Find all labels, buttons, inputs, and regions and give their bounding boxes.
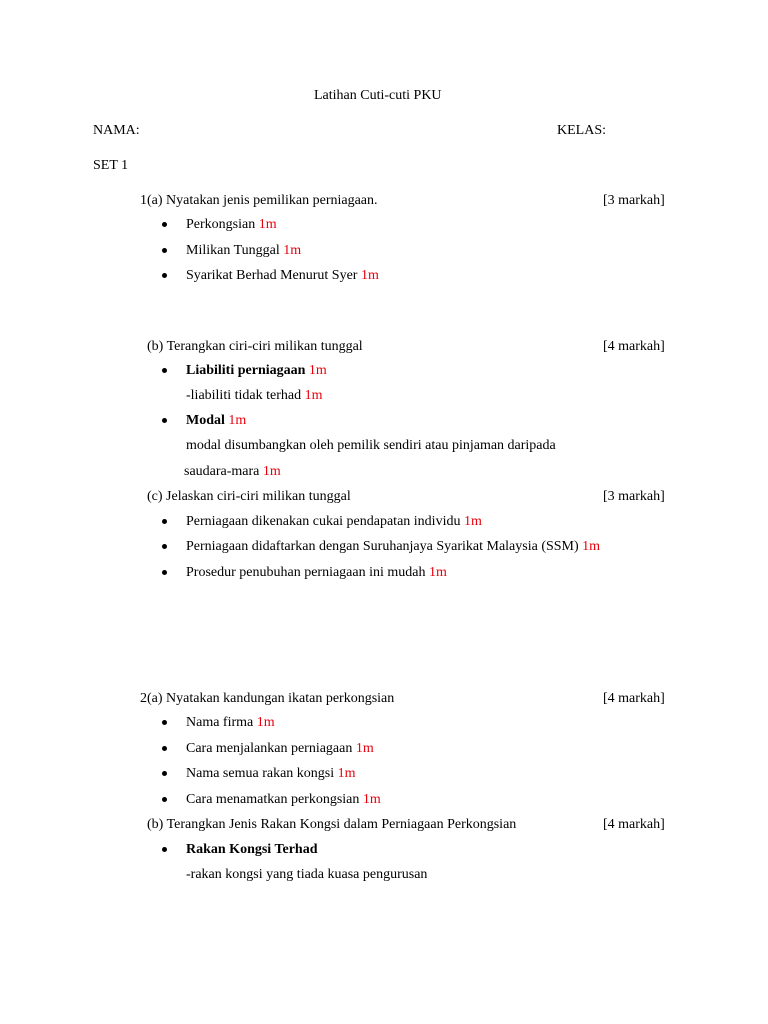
question-1a: 1(a) Nyatakan jenis pemilikan perniagaan. [140, 193, 378, 208]
marks-1b: [4 markah] [603, 339, 665, 354]
mark-badge: 1m [429, 565, 447, 580]
mark-badge: 1m [256, 715, 275, 730]
bullet-icon [162, 418, 167, 423]
marks-1a: [3 markah] [603, 193, 665, 208]
mark-badge: 1m [463, 514, 482, 529]
list-item-detail: -rakan kongsi yang tiada kuasa pengurusan [186, 867, 428, 882]
bullet-icon [162, 847, 167, 852]
mark-badge: 1m [262, 464, 281, 479]
mark-badge: 1m [304, 388, 323, 403]
list-item: Nama firma 1m [186, 715, 275, 730]
question-1c: (c) Jelaskan ciri-ciri milikan tunggal [147, 489, 351, 504]
mark-badge: 1m [337, 766, 356, 781]
mark-badge: 1m [308, 363, 327, 378]
question-2a: 2(a) Nyatakan kandungan ikatan perkongsian [140, 691, 395, 706]
list-item-detail: modal disumbangkan oleh pemilik sendiri atau pinjaman daripada [186, 438, 556, 453]
mark-badge: 1m [362, 792, 381, 807]
bullet-icon [162, 720, 167, 725]
bullet-icon [162, 544, 167, 549]
list-item: Prosedur penubuhan perniagaan ini mudah 1m [186, 565, 447, 580]
list-item: Cara menjalankan perniagaan 1m [186, 741, 374, 756]
list-item: Perkongsian 1m [186, 217, 277, 232]
list-item-detail: -liabiliti tidak terhad 1m [186, 388, 323, 403]
bullet-icon [162, 248, 167, 253]
list-item: Liabiliti perniagaan 1m [186, 363, 327, 378]
mark-badge: 1m [228, 413, 247, 428]
list-item: Modal 1m [186, 413, 247, 428]
document-title: Latihan Cuti-cuti PKU [314, 88, 442, 103]
bullet-icon [162, 771, 167, 776]
mark-badge: 1m [258, 217, 277, 232]
bullet-icon [162, 368, 167, 373]
set-label: SET 1 [93, 158, 129, 173]
list-item: Nama semua rakan kongsi 1m [186, 766, 356, 781]
question-2b: (b) Terangkan Jenis Rakan Kongsi dalam Perniagaan Perkongsian [147, 817, 517, 832]
mark-badge: 1m [283, 243, 302, 258]
list-item-detail: saudara-mara 1m [184, 464, 281, 479]
marks-1c: [3 markah] [603, 489, 665, 504]
mark-badge: 1m [360, 268, 379, 283]
marks-2b: [4 markah] [603, 817, 665, 832]
question-1b: (b) Terangkan ciri-ciri milikan tunggal [147, 339, 363, 354]
kelas-label: KELAS: [557, 123, 606, 138]
bullet-icon [162, 273, 167, 278]
mark-badge: 1m [582, 539, 601, 554]
mark-badge: 1m [355, 741, 374, 756]
bullet-icon [162, 797, 167, 802]
list-item: Perniagaan didaftarkan dengan Suruhanjaya Syarikat Malaysia (SSM) 1m [186, 539, 601, 554]
list-item: Syarikat Berhad Menurut Syer 1m [186, 268, 379, 283]
bullet-icon [162, 570, 167, 575]
bullet-icon [162, 519, 167, 524]
nama-label: NAMA: [93, 123, 140, 138]
marks-2a: [4 markah] [603, 691, 665, 706]
bullet-icon [162, 222, 167, 227]
list-item: Rakan Kongsi Terhad [186, 842, 318, 857]
list-item: Milikan Tunggal 1m [186, 243, 302, 258]
bullet-icon [162, 746, 167, 751]
list-item: Perniagaan dikenakan cukai pendapatan individu 1m [186, 514, 482, 529]
list-item: Cara menamatkan perkongsian 1m [186, 792, 381, 807]
